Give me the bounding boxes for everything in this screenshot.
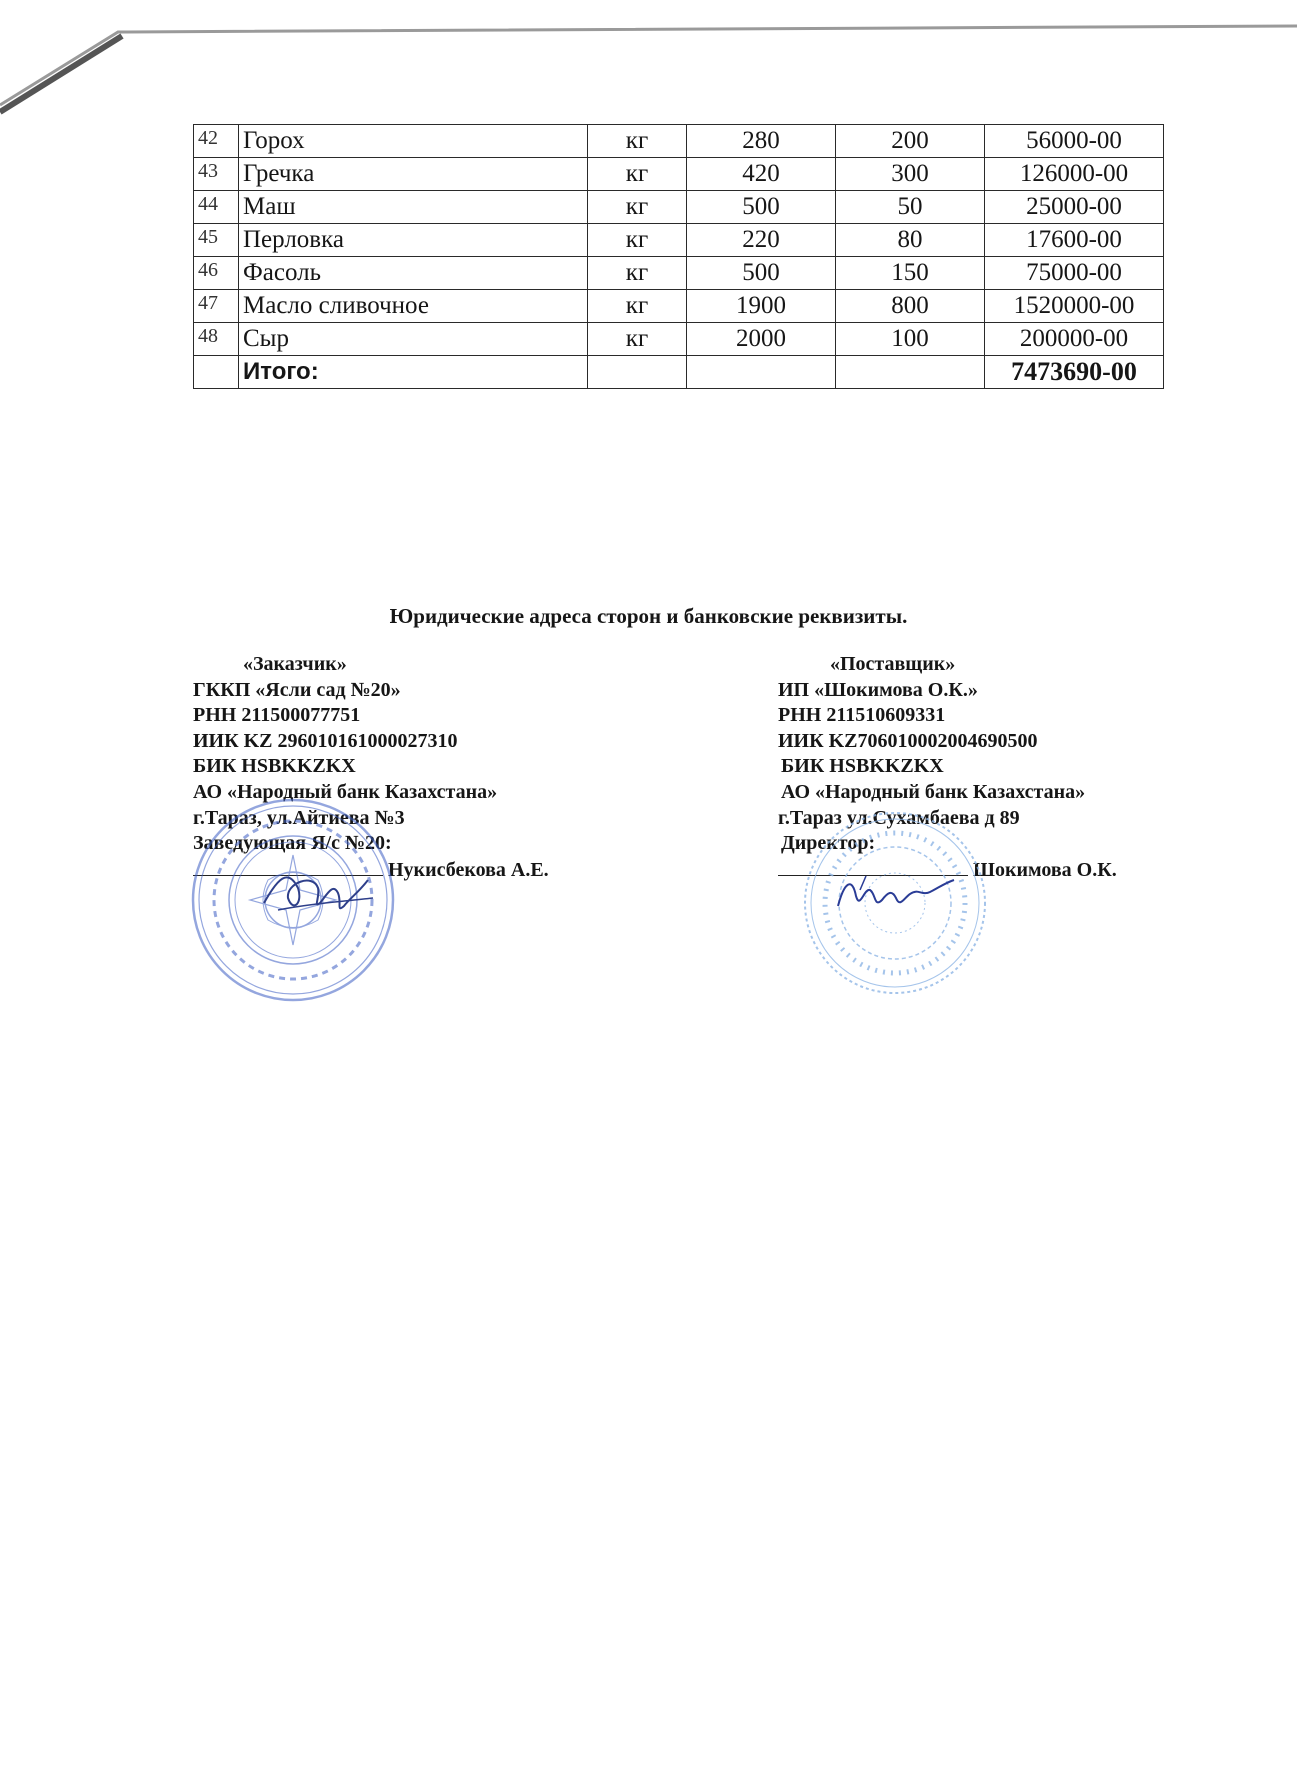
cell-qty: 200 — [836, 125, 985, 158]
cell-num: 44 — [194, 191, 239, 224]
supplier-bik: БИК HSBKKZKX — [781, 755, 944, 778]
table-row — [194, 125, 1164, 158]
supplier-address: г.Тараз ул.Сухамбаева д 89 — [778, 806, 1020, 829]
cell-num: 48 — [194, 323, 239, 356]
table-row — [194, 323, 1164, 356]
cell-name: Масло сливочное — [239, 290, 588, 323]
goods-table-body — [194, 125, 1164, 389]
cell-unit: кг — [588, 323, 687, 356]
cell-unit: кг — [588, 290, 687, 323]
cell-sum: 17600-00 — [985, 224, 1164, 257]
cell-unit: кг — [588, 257, 687, 290]
cell-num: 45 — [194, 224, 239, 257]
cell-num: 46 — [194, 257, 239, 290]
total-label: Итого: — [239, 356, 588, 389]
supplier-org: ИП «Шокимова О.К.» — [778, 678, 978, 701]
cell-num: 47 — [194, 290, 239, 323]
supplier-role: «Поставщик» — [830, 653, 956, 675]
cell-price: 420 — [687, 158, 836, 191]
cell-unit: кг — [588, 158, 687, 191]
requisites-title: Юридические адреса сторон и банковские реквизиты. — [389, 604, 908, 628]
empty-cell — [194, 356, 239, 389]
customer-signer: Нукисбекова А.Е. — [388, 858, 549, 881]
total-row — [194, 356, 1164, 389]
cell-unit: кг — [588, 191, 687, 224]
cell-name: Перловка — [239, 224, 588, 257]
cell-unit: кг — [588, 125, 687, 158]
cell-sum: 126000-00 — [985, 158, 1164, 191]
supplier-position: Директор: — [781, 832, 876, 855]
supplier-iik: ИИК KZ706010002004690500 — [778, 729, 1038, 752]
empty-cell — [687, 356, 836, 389]
cell-num: 43 — [194, 158, 239, 191]
cell-qty: 80 — [836, 224, 985, 257]
total-sum: 7473690-00 — [985, 356, 1164, 389]
cell-sum: 56000-00 — [985, 125, 1164, 158]
table-row — [194, 224, 1164, 257]
cell-sum: 1520000-00 — [985, 290, 1164, 323]
goods-table — [193, 124, 1164, 389]
customer-org: ГККП «Ясли сад №20» — [193, 678, 401, 701]
customer-role: «Заказчик» — [243, 653, 347, 675]
cell-sum: 200000-00 — [985, 323, 1164, 356]
customer-sign-underline — [193, 857, 383, 876]
customer-block — [193, 652, 549, 882]
cell-price: 280 — [687, 125, 836, 158]
customer-iik: ИИК KZ 296010161000027310 — [193, 729, 458, 752]
cell-sum: 75000-00 — [985, 257, 1164, 290]
customer-address: г.Тараз, ул.Айтиева №3 — [193, 806, 405, 829]
supplier-signer: Шокимова О.К. — [973, 858, 1117, 881]
cell-price: 220 — [687, 224, 836, 257]
supplier-signature-line — [778, 857, 1117, 883]
customer-bank: АО «Народный банк Казахстана» — [193, 780, 498, 803]
empty-cell — [588, 356, 687, 389]
table-row — [194, 191, 1164, 224]
table-row — [194, 290, 1164, 323]
cell-price: 2000 — [687, 323, 836, 356]
cell-sum: 25000-00 — [985, 191, 1164, 224]
cell-qty: 100 — [836, 323, 985, 356]
table-row — [194, 158, 1164, 191]
customer-bik: БИК HSBKKZKX — [193, 755, 356, 778]
cell-num: 42 — [194, 125, 239, 158]
cell-name: Гречка — [239, 158, 588, 191]
cell-price: 500 — [687, 257, 836, 290]
table-row — [194, 257, 1164, 290]
supplier-bank: АО «Народный банк Казахстана» — [781, 780, 1086, 803]
customer-rnn: РНН 211500077751 — [193, 704, 361, 727]
supplier-sign-underline — [778, 857, 968, 876]
customer-signature-line — [193, 857, 549, 883]
cell-qty: 150 — [836, 257, 985, 290]
empty-cell — [836, 356, 985, 389]
cell-name: Горох — [239, 125, 588, 158]
cell-unit: кг — [588, 224, 687, 257]
cell-qty: 50 — [836, 191, 985, 224]
cell-name: Фасоль — [239, 257, 588, 290]
cell-name: Сыр — [239, 323, 588, 356]
cell-price: 1900 — [687, 290, 836, 323]
cell-price: 500 — [687, 191, 836, 224]
cell-name: Маш — [239, 191, 588, 224]
supplier-block — [778, 652, 1117, 882]
supplier-rnn: РНН 211510609331 — [778, 704, 946, 727]
customer-position: Заведующая Я/с №20: — [193, 832, 392, 855]
cell-qty: 800 — [836, 290, 985, 323]
cell-qty: 300 — [836, 158, 985, 191]
